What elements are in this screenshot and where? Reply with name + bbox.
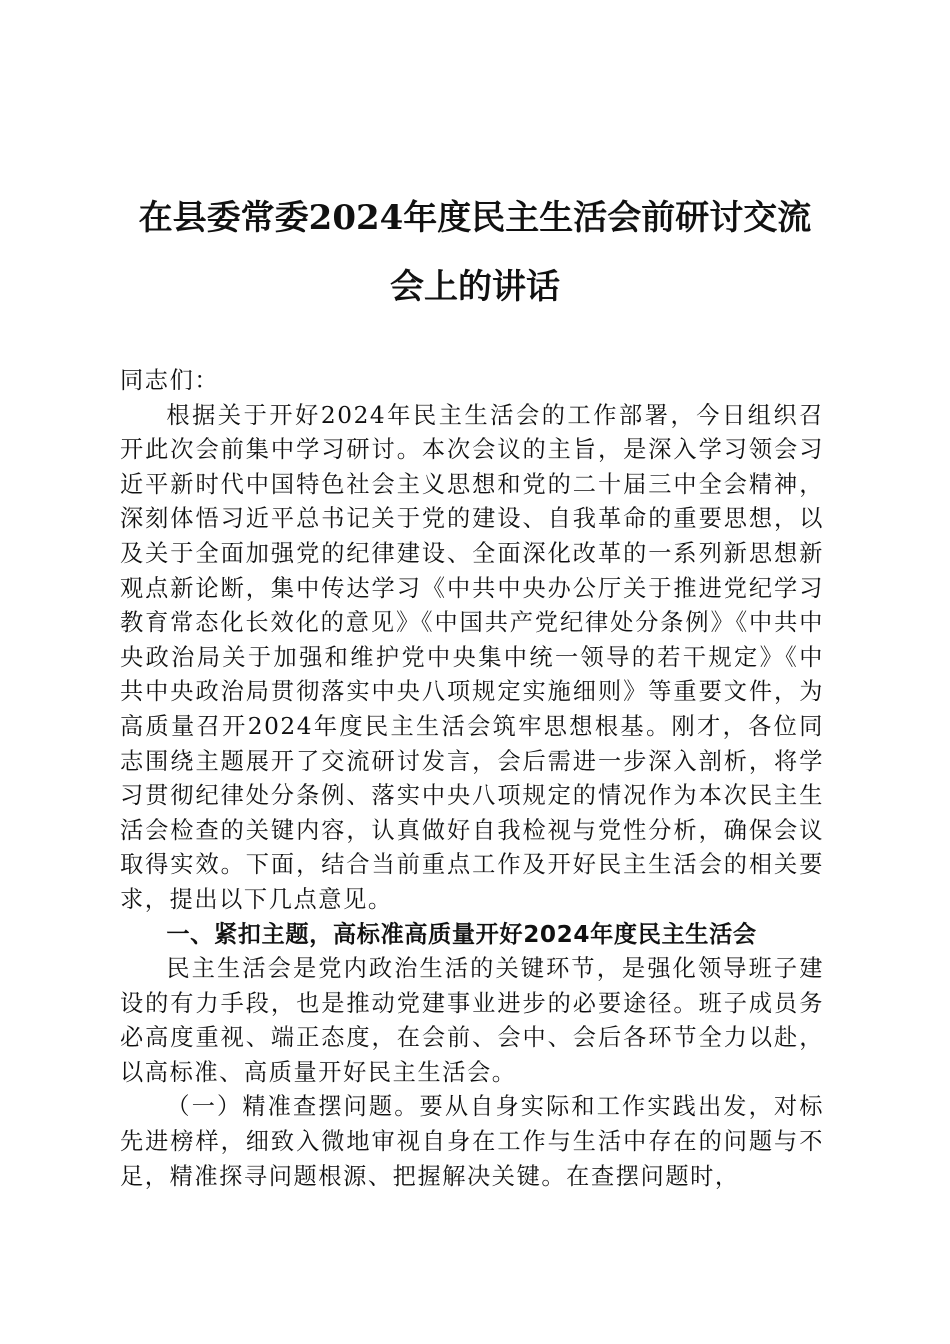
document-title-line-2: 会上的讲话: [390, 267, 560, 307]
intro-paragraph: 根据关于开好2024年民主生活会的工作部署，今日组织召开此次会前集中学习研讨。本次会议的主旨，是深入学习领会习近平新时代中国特色社会主义思想和党的二十届三中全会精神，深刻体悟习近平总书记关于党的建设、自我革命的重要思想，以及关于全面加强党的纪律建设、全面深化改革的一系列新思想新观点新论断，集中传达学习《中共中央办公厅关于推进党纪学习教育常态化长效化的意见》《中国共产党纪律处分条例》《中共中央政治局关于加强和维护党中央集中统一领导的若干规定》《中共中央政治局贯彻落实中央八项规定实施细则》等重要文件，为高质量召开2024年度民主生活会筑牢思想根基。刚才，各位同志围绕主题展开了交流研讨发言，会后需进一步深入剖析，将学习贯彻纪律处分条例、落实中央八项规定的情况作为本次民主生活会检查的关键内容，认真做好自我检视与党性分析，确保会议取得实效。下面，结合当前重点工作及开好民主生活会的相关要求，提出以下几点意见。: [120, 401, 824, 913]
subsection-paragraph: （一）精准查摆问题。要从自身实际和工作实践出发，对标先进榜样，细致入微地审视自身在工作与生活中存在的问题与不足，精准探寻问题根源、把握解决关键。在查摆问题时，: [120, 1093, 824, 1190]
document-body: [120, 364, 824, 1194]
salutation: 同志们：: [120, 367, 220, 394]
section-paragraph: 民主生活会是党内政治生活的关键环节，是强化领导班子建设的有力手段，也是推动党建事业进步的必要途径。班子成员务必高度重视、端正态度，在会前、会中、会后各环节全力以赴，以高标准、高质量开好民主生活会。: [120, 955, 824, 1086]
document-title-line-1: 在县委常委2024年度民主生活会前研讨交流: [138, 198, 812, 238]
section-heading: 一、紧扣主题，高标准高质量开好2024年度民主生活会: [166, 920, 757, 948]
